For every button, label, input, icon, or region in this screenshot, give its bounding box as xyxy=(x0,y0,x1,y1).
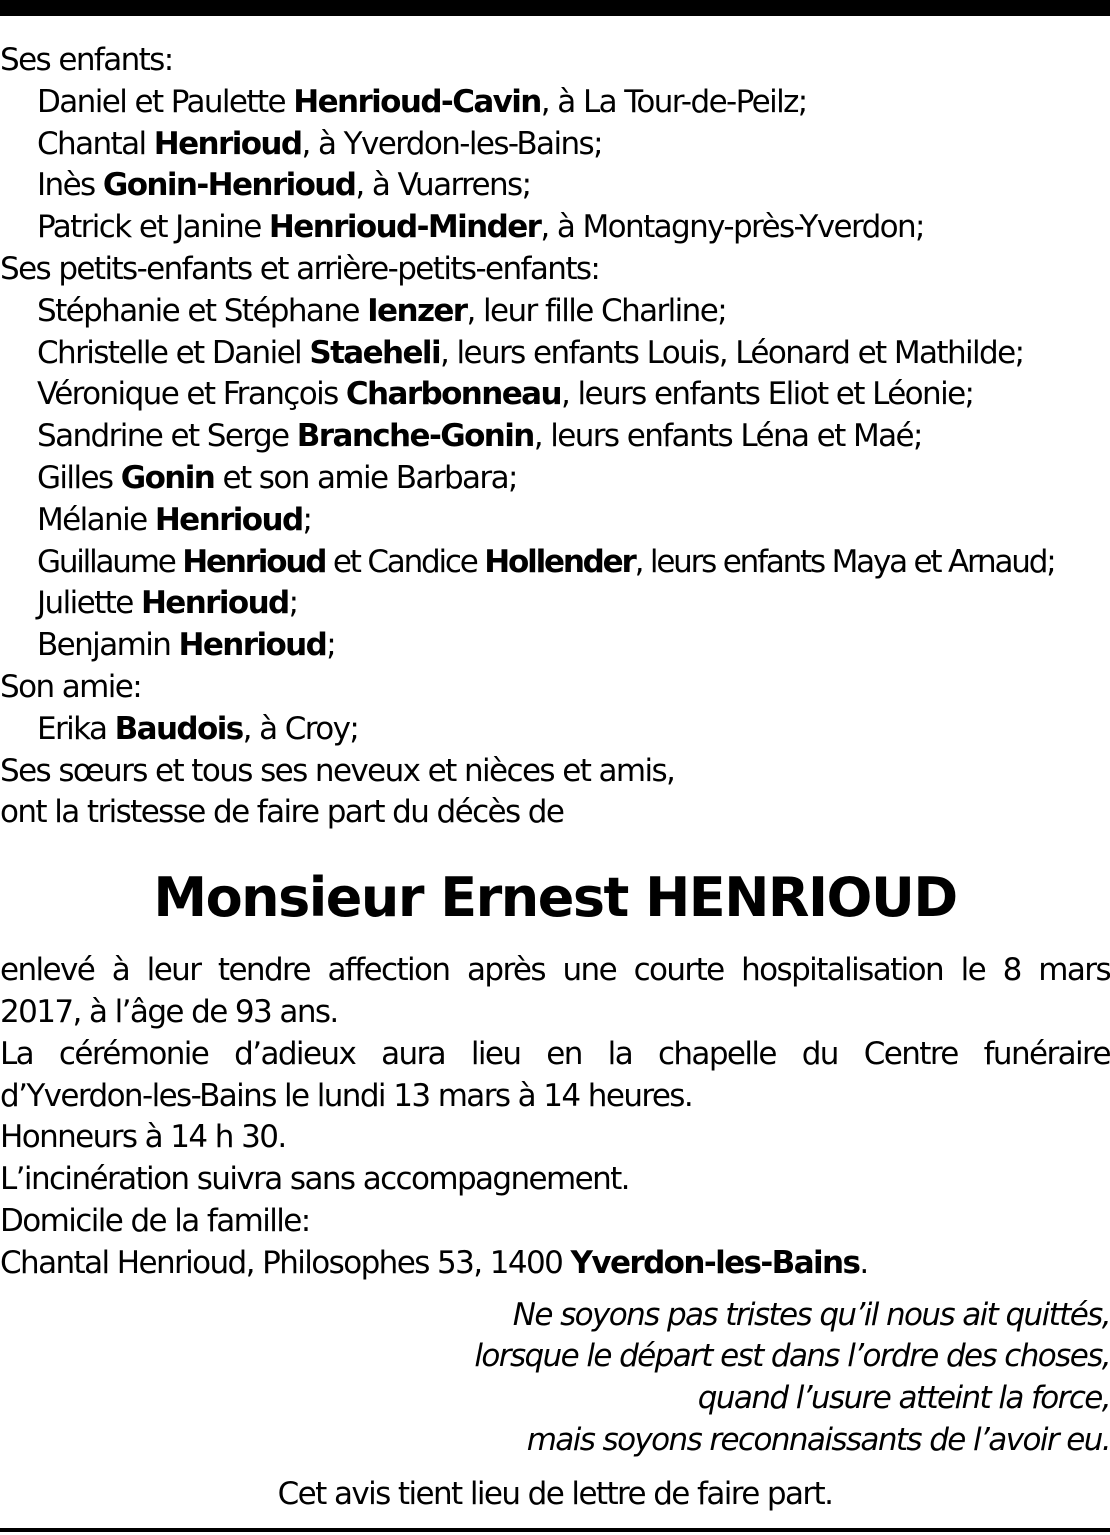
poem-line: quand l’usure atteint la force, xyxy=(697,1380,1110,1417)
friend-heading: Son amie: xyxy=(0,668,142,705)
poem-line: mais soyons reconnaissants de l’avoir eu. xyxy=(526,1421,1110,1458)
child-entry: Chantal Henrioud, à Yverdon-les-Bains; xyxy=(37,125,602,162)
grandchild-entry: Benjamin Henrioud; xyxy=(37,627,336,664)
domicile-heading: Domicile de la famille: xyxy=(0,1202,310,1239)
grandchild-entry: Juliette Henrioud; xyxy=(37,585,298,622)
footer-note: Cet avis tient lieu de lettre de faire part. xyxy=(277,1475,833,1512)
grandchild-entry: Stéphanie et Stéphane Ienzer, leur fille Charline; xyxy=(37,292,727,329)
grandchild-entry: Mélanie Henrioud; xyxy=(37,501,312,538)
bottom-border-rule xyxy=(0,1528,1110,1532)
incineration-line: L’incinération suivra sans accompagnement. xyxy=(0,1161,629,1198)
grandchild-entry: Guillaume Henrioud et Candice Hollender, leurs enfants Maya et Arnaud; xyxy=(37,543,1055,580)
death-line: enlevé à leur tendre affection après une courte hospitalisation le 8 mars xyxy=(0,952,1110,989)
grandchildren-heading: Ses petits-enfants et arrière-petits-enfants: xyxy=(0,250,600,287)
child-entry: Inès Gonin-Henrioud, à Vuarrens; xyxy=(37,167,531,204)
ceremony-line: d’Yverdon-les-Bains le lundi 13 mars à 14 heures. xyxy=(0,1077,693,1114)
poem-line: Ne soyons pas tristes qu’il nous ait quittés, xyxy=(512,1296,1110,1333)
details-block xyxy=(0,950,1110,1284)
closing-line: ont la tristesse de faire part du décès de xyxy=(0,794,564,831)
friend-entry: Erika Baudois, à Croy; xyxy=(37,710,359,747)
death-line: 2017, à l’âge de 93 ans. xyxy=(0,993,338,1030)
poem-block xyxy=(0,1295,1110,1462)
child-entry: Daniel et Paulette Henrioud-Cavin, à La Tour-de-Peilz; xyxy=(37,83,807,120)
obituary-notice xyxy=(0,40,1110,1516)
child-entry: Patrick et Janine Henrioud-Minder, à Montagny-près-Yverdon; xyxy=(37,209,924,246)
grandchild-entry: Gilles Gonin et son amie Barbara; xyxy=(37,459,517,496)
poem-line: lorsque le départ est dans l’ordre des choses, xyxy=(474,1338,1110,1375)
closing-line: Ses sœurs et tous ses neveux et nièces et amis, xyxy=(0,752,675,789)
deceased-name: Monsieur Ernest HENRIOUD xyxy=(153,866,957,930)
grandchild-entry: Véronique et François Charbonneau, leurs enfants Eliot et Léonie; xyxy=(37,376,974,413)
children-heading: Ses enfants: xyxy=(0,42,173,78)
ceremony-line: La cérémonie d’adieux aura lieu en la chapelle du Centre funéraire xyxy=(0,1035,1110,1072)
grandchild-entry: Sandrine et Serge Branche-Gonin, leurs enfants Léna et Maé; xyxy=(37,418,922,455)
honors-line: Honneurs à 14 h 30. xyxy=(0,1119,286,1156)
top-border-rule xyxy=(0,0,1110,16)
domicile-address: Chantal Henrioud, Philosophes 53, 1400 Yverdon-les-Bains. xyxy=(0,1244,868,1281)
grandchild-entry: Christelle et Daniel Staeheli, leurs enfants Louis, Léonard et Mathilde; xyxy=(37,334,1024,371)
